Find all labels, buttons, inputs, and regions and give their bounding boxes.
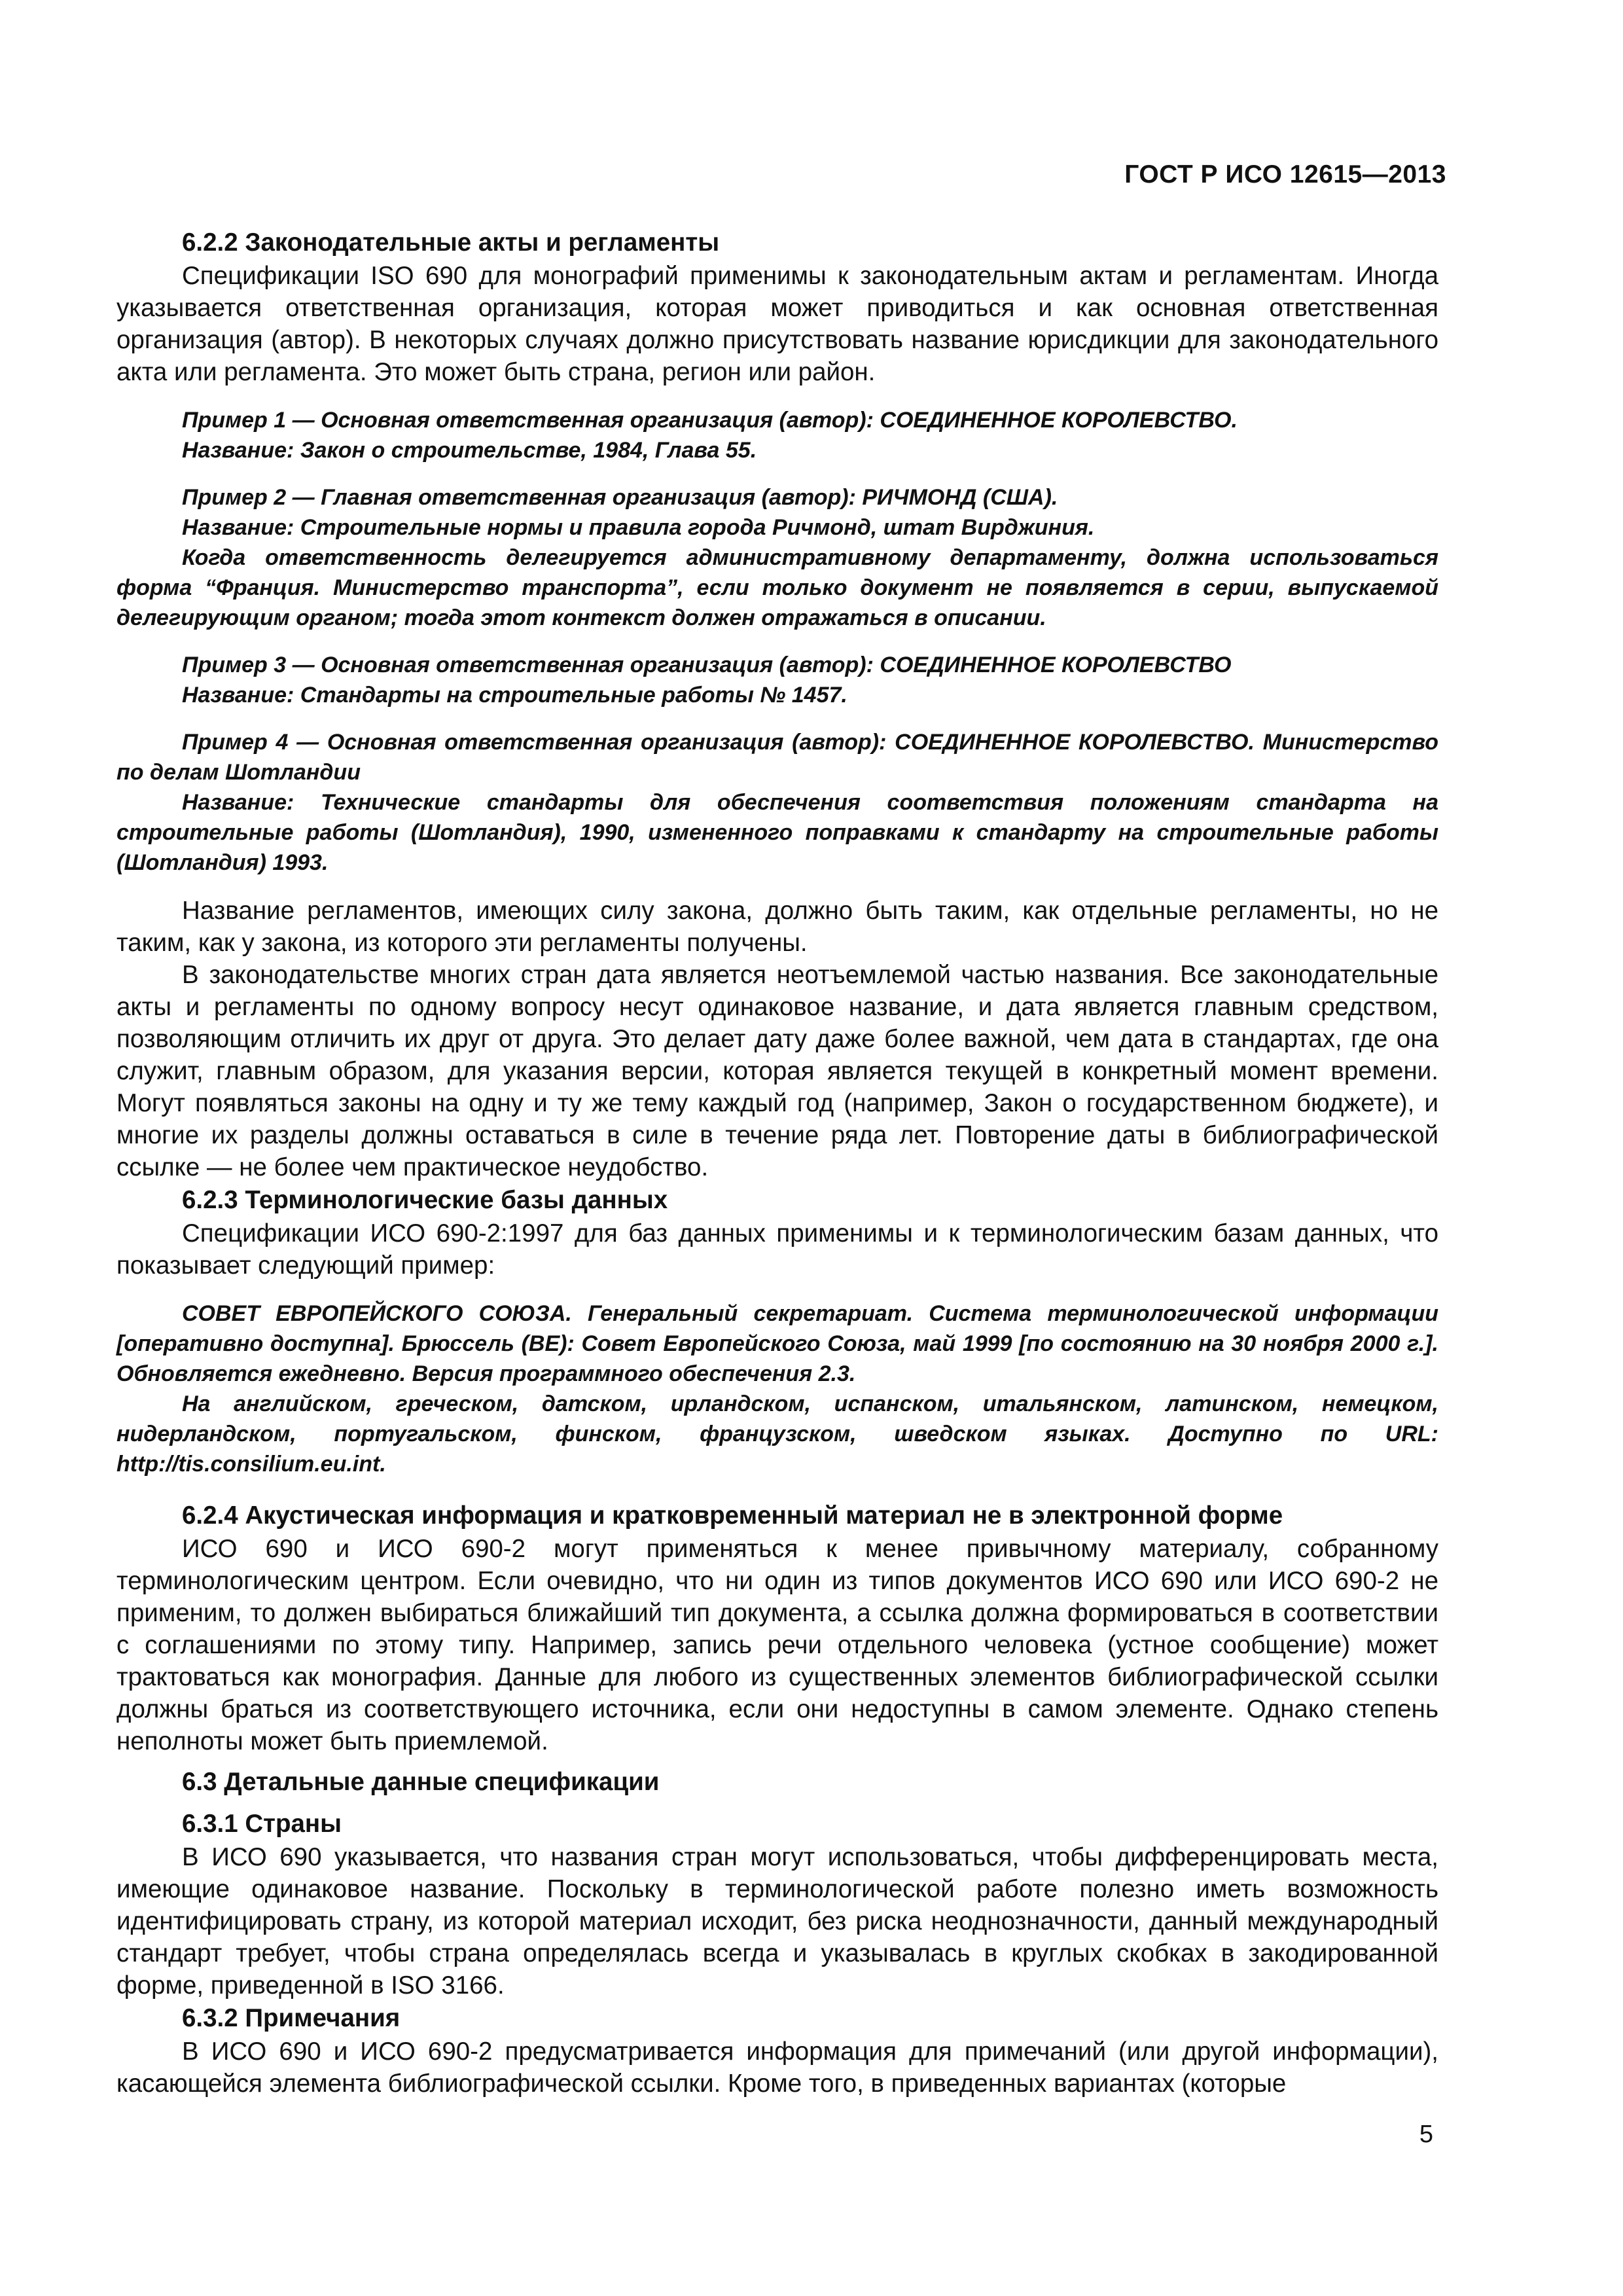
example-3-author: Пример 3 — Основная ответственная организация (автор): СОЕДИНЕННОЕ КОРОЛЕВСТВО	[182, 653, 1232, 677]
paragraph: Название регламентов, имеющих силу закона, должно быть таким, как отдельные регламенты, но не таким, как у закона, из которого эти регламенты получены.	[116, 897, 1438, 957]
section-heading-6-2-2: 6.2.2 Законодательные акты и регламенты	[182, 228, 720, 257]
paragraph: В ИСО 690 и ИСО 690-2 предусматривается информация для примечаний (или другой информации), касающейся элемента библиографической ссылки. Кроме того, в приведенных вариантах (которые	[116, 2037, 1438, 2098]
example-1-title: Название: Закон о строительстве, 1984, Глава 55.	[182, 438, 757, 463]
example-2-note: Когда ответственность делегируется административному департаменту, должна использоваться форма “Франция. Министерство транспорта”, если только документ не появляется в серии, выпускаемой делегирующим органом; тогда этот контекст должен отражаться в описании.	[116, 545, 1438, 630]
section-heading-6-2-4: 6.2.4 Акустическая информация и кратковременный материал не в электронной форме	[182, 1501, 1283, 1530]
section-heading-6-2-3: 6.2.3 Терминологические базы данных	[182, 1186, 668, 1214]
example-4-author: Пример 4 — Основная ответственная организация (автор): СОЕДИНЕННОЕ КОРОЛЕВСТВО. Министерство по делам Шотландии	[116, 730, 1438, 785]
page-number: 5	[1419, 2121, 1433, 2148]
paragraph: Спецификации ИСО 690-2:1997 для баз данных применимы и к терминологическим базам данных, что показывает следующий пример:	[116, 1219, 1438, 1280]
paragraph: В ИСО 690 указывается, что названия стран могут использоваться, чтобы дифференцировать места, имеющие одинаковое название. Поскольку в терминологической работе полезно иметь возможность идентифицировать страну, из которой материал исходит, без риска неоднозначности, данный международный стандарт требует, чтобы страна определялась всегда и указывалась в круглых скобках в закодированной форме, приведенной в ISO 3166.	[116, 1843, 1438, 2000]
section-heading-6-3-1: 6.3.1 Страны	[182, 1810, 342, 1838]
section-heading-6-3-2: 6.3.2 Примечания	[182, 2004, 401, 2032]
example-reference-languages: На английском, греческом, датском, ирландском, испанском, итальянском, латинском, немецком, нидерландском, португальском, финском, французском, шведском языках. Доступно по URL: http://tis.consilium.eu.int.	[116, 1391, 1438, 1477]
paragraph: Спецификации ISO 690 для монографий применимы к законодательным актам и регламентам. Иногда указывается ответственная организация, которая может приводиться и как основная ответственная организация (автор). В некоторых случаях должно присутствовать название юрисдикции для законодательного акта или регламента. Это может быть страна, регион или район.	[116, 262, 1438, 386]
document-code: ГОСТ Р ИСО 12615—2013	[1124, 160, 1446, 188]
example-2-author: Пример 2 — Главная ответственная организация (автор): РИЧМОНД (США).	[182, 485, 1058, 510]
example-3-title: Название: Стандарты на строительные работы № 1457.	[182, 683, 847, 708]
section-heading-6-3: 6.3 Детальные данные спецификации	[182, 1768, 660, 1796]
paragraph: ИСО 690 и ИСО 690-2 могут применяться к менее привычному материалу, собранному терминологическим центром. Если очевидно, что ни один из типов документов ИСО 690 или ИСО 690-2 не применим, то должен выбираться ближайший тип документа, а ссылка должна формироваться в соответствии с соглашениями по этому типу. Например, запись речи отдельного человека (устное сообщение) может трактоваться как монография. Данные для любого из существенных элементов библиографической ссылки должны браться из соответствующего источника, если они недоступны в самом элементе. Однако степень неполноты может быть приемлемой.	[116, 1535, 1438, 1755]
example-reference: СОВЕТ ЕВРОПЕЙСКОГО СОЮЗА. Генеральный секретариат. Система терминологической информации [оперативно доступна]. Брюссель (BE): Совет Европейского Союза, май 1999 [по состоянию на 30 ноября 2000 г.]. Обновляется ежедневно. Версия программного обеспечения 2.3.	[116, 1301, 1438, 1386]
example-1-author: Пример 1 — Основная ответственная организация (автор): СОЕДИНЕННОЕ КОРОЛЕВСТВО.	[182, 408, 1238, 433]
example-2-title: Название: Строительные нормы и правила города Ричмонд, штат Вирджиния.	[182, 515, 1095, 540]
example-4-title: Название: Технические стандарты для обеспечения соответствия положениям стандарта на строительные работы (Шотландия), 1990, измененного поправками к стандарту на строительные работы (Шотландия) 1993.	[116, 790, 1438, 875]
paragraph: В законодательстве многих стран дата является неотъемлемой частью названия. Все законодательные акты и регламенты по одному вопросу несут одинаковое название, и дата является главным средством, позволяющим отличить их друг от друга. Это делает дату даже более важной, чем дата в стандартах, где она служит, главным образом, для указания версии, которая является текущей в конкретный момент времени. Могут появляться законы на одну и ту же тему каждый год (например, Закон о государственном бюджете), и многие их разделы должны оставаться в силе в течение ряда лет. Повторение даты в библиографической ссылке — не более чем практическое неудобство.	[116, 961, 1438, 1181]
page-content	[116, 226, 1438, 2100]
